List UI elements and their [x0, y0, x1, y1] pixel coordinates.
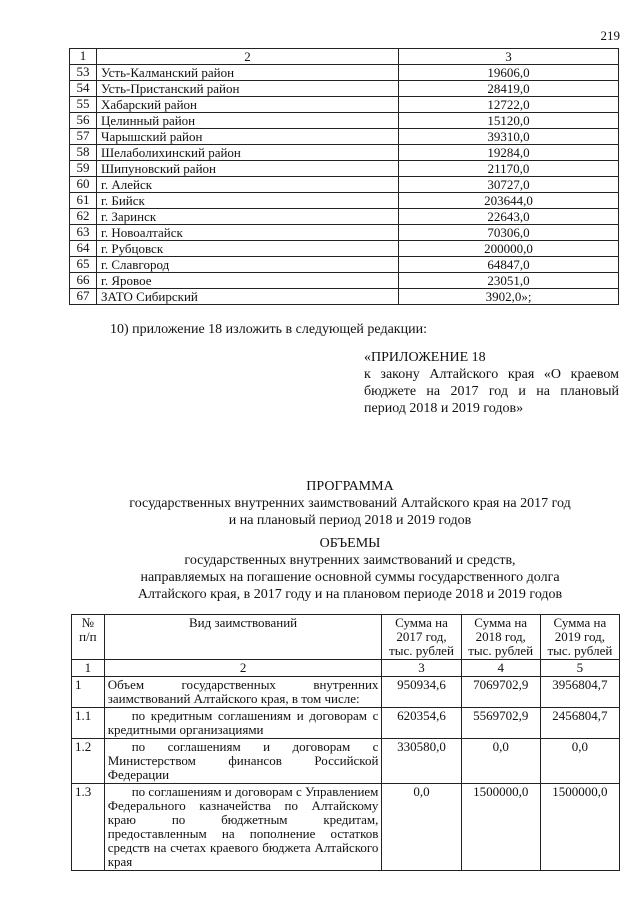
appendix-header — [364, 349, 619, 417]
table-row — [70, 129, 619, 145]
row-value: 15120,0 — [399, 113, 619, 129]
table-row — [72, 784, 620, 871]
row-number: 65 — [70, 257, 97, 273]
table-row — [70, 97, 619, 113]
row-number: 60 — [70, 177, 97, 193]
table-row — [70, 65, 619, 81]
row-number: 57 — [70, 129, 97, 145]
row-name: г. Славгород — [97, 257, 399, 273]
row-description: по соглашениям и договорам с Министерством финансов Российской Федерации — [104, 739, 382, 784]
header-cell: 1 — [70, 49, 97, 65]
borrowings-table — [71, 614, 620, 871]
column-number: 2 — [104, 660, 382, 677]
row-name: Усть-Калманский район — [97, 65, 399, 81]
row-value: 12722,0 — [399, 97, 619, 113]
row-number: 59 — [70, 161, 97, 177]
row-value-2019: 3956804,7 — [540, 677, 619, 708]
row-number: 1.1 — [72, 708, 105, 739]
row-value: 23051,0 — [399, 273, 619, 289]
row-value: 22643,0 — [399, 209, 619, 225]
row-value: 19606,0 — [399, 65, 619, 81]
header-description: Вид заимствований — [104, 615, 382, 660]
row-value-2018: 1500000,0 — [461, 784, 540, 871]
row-value-2017: 0,0 — [382, 784, 461, 871]
row-name: ЗАТО Сибирский — [97, 289, 399, 305]
row-description: по кредитным соглашениям и договорам с кредитными организациями — [104, 708, 382, 739]
volumes-heading: ОБЪЕМЫ — [319, 536, 381, 551]
table-row — [70, 145, 619, 161]
row-name: Чарышский район — [97, 129, 399, 145]
row-number: 1.3 — [72, 784, 105, 871]
row-name: г. Заринск — [97, 209, 399, 225]
table-row — [70, 193, 619, 209]
column-number: 4 — [461, 660, 540, 677]
page-number: 219 — [600, 28, 620, 43]
row-value-2018: 0,0 — [461, 739, 540, 784]
table-row — [70, 81, 619, 97]
program-line: государственных внутренних заимствований Алтайского края на 2017 год — [129, 496, 571, 511]
row-value-2019: 2456804,7 — [540, 708, 619, 739]
row-name: г. Бийск — [97, 193, 399, 209]
row-number: 1 — [72, 677, 105, 708]
row-value-2019: 0,0 — [540, 739, 619, 784]
header-cell: 2 — [97, 49, 399, 65]
row-number: 54 — [70, 81, 97, 97]
row-name: Шипуновский район — [97, 161, 399, 177]
table-row — [70, 161, 619, 177]
header-2019: Сумма на 2019 год, тыс. рублей — [540, 615, 619, 660]
row-value: 3902,0»; — [399, 289, 619, 305]
row-number: 58 — [70, 145, 97, 161]
row-number: 55 — [70, 97, 97, 113]
table-row — [70, 177, 619, 193]
table-header-row — [72, 615, 620, 660]
row-value: 21170,0 — [399, 161, 619, 177]
row-number: 67 — [70, 289, 97, 305]
row-value-2018: 5569702,9 — [461, 708, 540, 739]
header-cell: 3 — [399, 49, 619, 65]
row-value: 200000,0 — [399, 241, 619, 257]
row-name: г. Яровое — [97, 273, 399, 289]
row-value-2017: 950934,6 — [382, 677, 461, 708]
table-row — [70, 241, 619, 257]
row-value: 70306,0 — [399, 225, 619, 241]
table-header-row — [70, 49, 619, 65]
row-name: Целинный район — [97, 113, 399, 129]
table-row — [70, 209, 619, 225]
row-value: 39310,0 — [399, 129, 619, 145]
column-number: 3 — [382, 660, 461, 677]
row-number: 1.2 — [72, 739, 105, 784]
header-2017: Сумма на 2017 год, тыс. рублей — [382, 615, 461, 660]
appendix-text: к закону Алтайского края «О краевом бюджете на 2017 год и на плановый период 2018 и 2019 годов» — [364, 367, 619, 416]
row-value-2018: 7069702,9 — [461, 677, 540, 708]
table-row — [70, 289, 619, 305]
table-row — [72, 708, 620, 739]
municipalities-table — [69, 48, 619, 305]
row-number: 53 — [70, 65, 97, 81]
row-value: 19284,0 — [399, 145, 619, 161]
row-name: Усть-Пристанский район — [97, 81, 399, 97]
table-row — [70, 273, 619, 289]
row-value: 30727,0 — [399, 177, 619, 193]
row-value-2017: 330580,0 — [382, 739, 461, 784]
row-name: г. Новоалтайск — [97, 225, 399, 241]
row-number: 62 — [70, 209, 97, 225]
row-value-2017: 620354,6 — [382, 708, 461, 739]
column-number: 1 — [72, 660, 105, 677]
table-row — [72, 739, 620, 784]
header-2018: Сумма на 2018 год, тыс. рублей — [461, 615, 540, 660]
row-name: г. Рубцовск — [97, 241, 399, 257]
row-description: Объем государственных внутренних заимствований Алтайского края, в том числе: — [104, 677, 382, 708]
row-number: 63 — [70, 225, 97, 241]
appendix-title: «ПРИЛОЖЕНИЕ 18 — [364, 350, 486, 365]
amendment-paragraph: 10) приложение 18 изложить в следующей редакции: — [110, 322, 427, 337]
row-name: Шелаболихинский район — [97, 145, 399, 161]
volumes-line: государственных внутренних заимствований и средств, — [184, 553, 516, 568]
row-number: 56 — [70, 113, 97, 129]
row-name: Хабарский район — [97, 97, 399, 113]
volumes-line: направляемых на погашение основной суммы государственного долга — [140, 570, 560, 585]
table-row — [70, 113, 619, 129]
program-title — [60, 478, 640, 529]
row-value: 203644,0 — [399, 193, 619, 209]
header-number: № п/п — [72, 615, 105, 660]
row-number: 64 — [70, 241, 97, 257]
table-row — [70, 225, 619, 241]
volumes-line: Алтайского края, в 2017 году и на плановом периоде 2018 и 2019 годов — [137, 587, 563, 602]
row-value: 64847,0 — [399, 257, 619, 273]
column-number: 5 — [540, 660, 619, 677]
table-row — [70, 257, 619, 273]
program-line: и на плановый период 2018 и 2019 годов — [228, 513, 472, 528]
program-heading: ПРОГРАММА — [306, 479, 394, 494]
column-numbers-row — [72, 660, 620, 677]
row-number: 66 — [70, 273, 97, 289]
row-description: по соглашениям и договорам с Управлением Федерального казначейства по Алтайскому краю по бюджетным кредитам, предоставленным на пополнение остатков средств на счетах краевого бюджета Алтайского края — [104, 784, 382, 871]
table-row — [72, 677, 620, 708]
row-name: г. Алейск — [97, 177, 399, 193]
row-number: 61 — [70, 193, 97, 209]
row-value-2019: 1500000,0 — [540, 784, 619, 871]
row-value: 28419,0 — [399, 81, 619, 97]
volumes-title — [60, 535, 640, 603]
